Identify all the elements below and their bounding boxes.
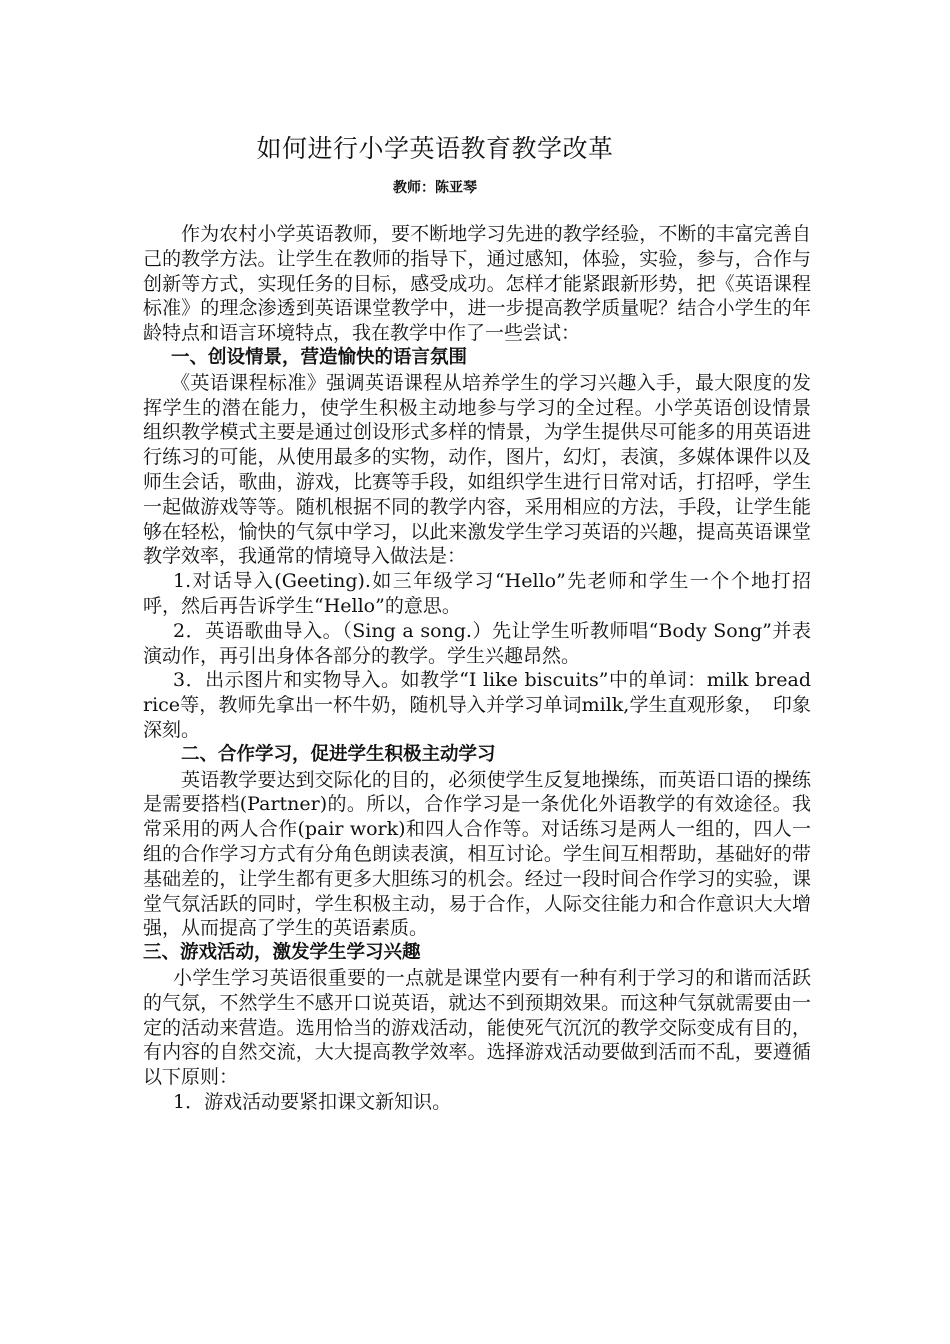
section-heading-2: 二、合作学习，促进学生积极主动学习 [181,743,496,765]
intro-paragraph: 作为农村小学英语教师，要不断地学习先进的教学经验，不断的丰富完善自己的教学方法。让学生在教师的指导下，通过感知，体验，实验，参与，合作与创新等方式，实现任务的目标，感受成功。怎样才能紧跟新形势，把《英语课程标准》的理念渗透到英语课堂教学中，进一步提高教学质量呢？结合小学生的年龄特点和语言环境特点，我在教学中作了一些尝试： [143,223,811,345]
section-1-paragraph: 《英语课程标准》强调英语课程从培养学生的学习兴趣入手，最大限度的发挥学生的潜在能力，使学生积极主动地参与学习的全过程。小学英语创设情景 组织教学模式主要是通过创设形式多样的情景，为学生提供尽可能多的用英语进行练习的可能，从使用最多的实物，动作，图片，幻灯，表演，多媒体课件以及师生会话，歌曲，游戏，比赛等手段，如组织学生进行日常对话，打招呼，学生一起做游戏等等。随机根据不同的教学内容，采用相应的方法，手段，让学生能够在轻松，愉快的气氛中学习，以此来激发学生学习英语的兴趣，提高英语课堂教学效率，我通常的情境导入做法是： [143,371,811,568]
section-3-paragraph: 小学生学习英语很重要的一点就是课堂内要有一种有利于学习的和谐而活跃的气氛，不然学生不感开口说英语，就达不到预期效果。而这种气氛就需要由一定的活动来营造。选用恰当的游戏活动，能使死气沉沉的教学交际变成有目的，有内容的自然交流，大大提高教学效率。选择游戏活动要做到活而不乱，要遵循以下原则： [143,966,811,1089]
list-item-3: 3．出示图片和实物导入。如教学“I like biscuits”中的单词：milk bread rice等，教师先拿出一杯牛奶，随机导入并学习单词milk,学生直观形象， 印象深刻。 [143,669,811,741]
section-heading-1: 一、创设情景，营造愉快的语言氛围 [171,346,468,368]
document-body [143,222,811,1115]
section-heading-3: 三、游戏活动，激发学生学习兴趣 [143,942,421,964]
list-item-2: 2．英语歌曲导入。（Sing a song.）先让学生听教师唱“Body Song”并表演动作，再引出身体各部分的教学。学生兴趣昂然。 [143,619,811,667]
section-2-paragraph: 英语教学要达到交际化的目的，必须使学生反复地操练，而英语口语的操练是需要搭档(Partner)的。所以，合作学习是一条优化外语教学的有效途径。我常采用的两人合作(pair work)和四人合作等。对话练习是两人一组的，四人一组的合作学习方式有分角色朗读表演，相互讨论。学生间互相帮助，基础好的带基础差的，让学生都有更多大胆练习的机会。经过一段时间合作学习的实验，课堂气氛活跃的同时，学生积极主动，易于合作，人际交往能力和合作意识大大增强，从而提高了学生的英语素质。 [143,768,811,940]
list-item-4: 1．游戏活动要紧扣课文新知识。 [173,1090,452,1113]
document-title: 如何进行小学英语教育教学改革 [256,134,614,163]
list-item-1: 1.对话导入(Geeting).如三年级学习“Hello”先老师和学生一个个地打招呼，然后再告诉学生“Hello”的意思。 [143,570,811,617]
document-author: 教师：陈亚琴 [393,180,477,196]
